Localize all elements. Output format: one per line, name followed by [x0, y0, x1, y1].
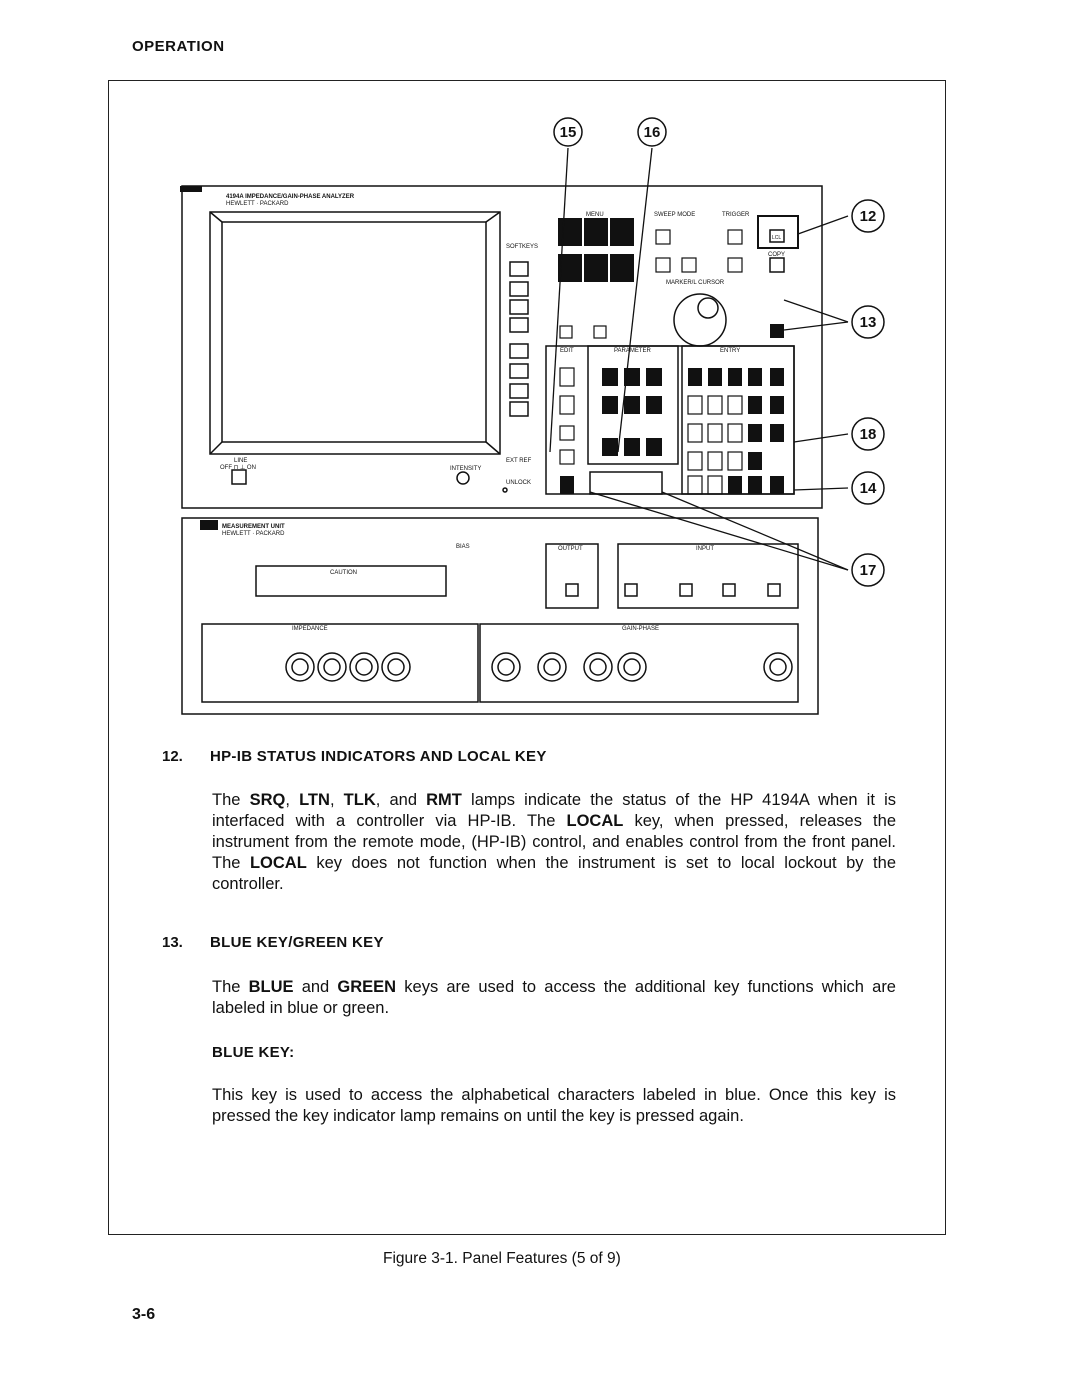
gain-phase-label: GAIN-PHASE	[622, 626, 660, 632]
section-heading: OPERATION	[132, 38, 225, 55]
item-number: 13.	[162, 934, 183, 951]
output-label: OUTPUT	[558, 546, 583, 552]
ext-ref-label: EXT REF	[506, 458, 532, 464]
measurement-unit-body	[182, 518, 818, 714]
figure-caption: Figure 3-1. Panel Features (5 of 9)	[383, 1250, 621, 1267]
trigger-label: TRIGGER	[722, 212, 750, 218]
item-12-paragraph: The SRQ, LTN, TLK, and RMT lamps indicate the status of the HP 4194A when it is interfaced with a controller via HP-IB. The LOCAL key, when pressed, releases the instrument from the remote mode, (HP-IB) control, and enables control from the front panel. The LOCAL key does not function when the instrument is set to local lockout by the controller.	[212, 791, 896, 893]
menu-label: MENU	[586, 212, 604, 218]
callout-15: 16	[643, 124, 661, 141]
sweep-mode-label: SWEEP MODE	[654, 212, 696, 218]
edit-label: EDIT	[560, 348, 574, 354]
item-title: HP-IB STATUS INDICATORS AND LOCAL KEY	[210, 748, 547, 765]
impedance-label: IMPEDANCE	[292, 626, 328, 632]
copy-label: COPY	[768, 252, 786, 258]
blue-key-paragraph: This key is used to access the alphabetical characters labeled in blue. Once this key is pressed the key indicator lamp remains on until the key is pressed again.	[212, 1086, 896, 1125]
callout-18: 18	[859, 426, 877, 443]
off-on-label: OFF ⊓ ⊥ ON	[220, 465, 256, 471]
blue-key-heading: BLUE KEY:	[212, 1044, 295, 1061]
front-panel-illustration	[180, 112, 900, 722]
callout-13: 13	[859, 314, 877, 331]
caution-label: CAUTION	[330, 570, 357, 576]
item-13-heading	[162, 934, 384, 952]
input-label: INPUT	[696, 546, 714, 552]
analyzer-body	[182, 186, 822, 508]
item-title: BLUE KEY/GREEN KEY	[210, 934, 384, 951]
callout-12: 12	[859, 208, 877, 225]
page-number: 3-6	[132, 1306, 156, 1323]
unit-badge: MEASUREMENT UNIT	[222, 524, 285, 530]
parameter-label: PARAMETER	[614, 348, 651, 354]
line-label: LINE	[234, 458, 248, 464]
callout-16: 14	[859, 480, 877, 497]
item-number: 12.	[162, 748, 183, 765]
bias-label: BIAS	[456, 544, 470, 550]
unit-brand-label: HEWLETT · PACKARD	[222, 531, 285, 537]
lcl-label: LCL	[772, 235, 782, 241]
item-13-paragraph: The BLUE and GREEN keys are used to access the additional key functions which are labeled in blue or green.	[212, 978, 896, 1017]
intensity-label: INTENSITY	[450, 466, 482, 472]
callout-17: 17	[859, 562, 877, 579]
softkeys-label: SOFTKEYS	[506, 244, 539, 250]
instrument-badge: 4194A IMPEDANCE/GAIN-PHASE ANALYZER	[226, 194, 355, 200]
marker-cursor-label: MARKER/L CURSOR	[666, 280, 725, 286]
entry-label: ENTRY	[720, 348, 741, 354]
item-12-heading	[162, 748, 547, 766]
brand-label: HEWLETT · PACKARD	[226, 201, 289, 207]
callout-14: 15	[559, 124, 577, 141]
unlock-label: UNLOCK	[506, 480, 532, 486]
crt-display	[210, 212, 500, 454]
